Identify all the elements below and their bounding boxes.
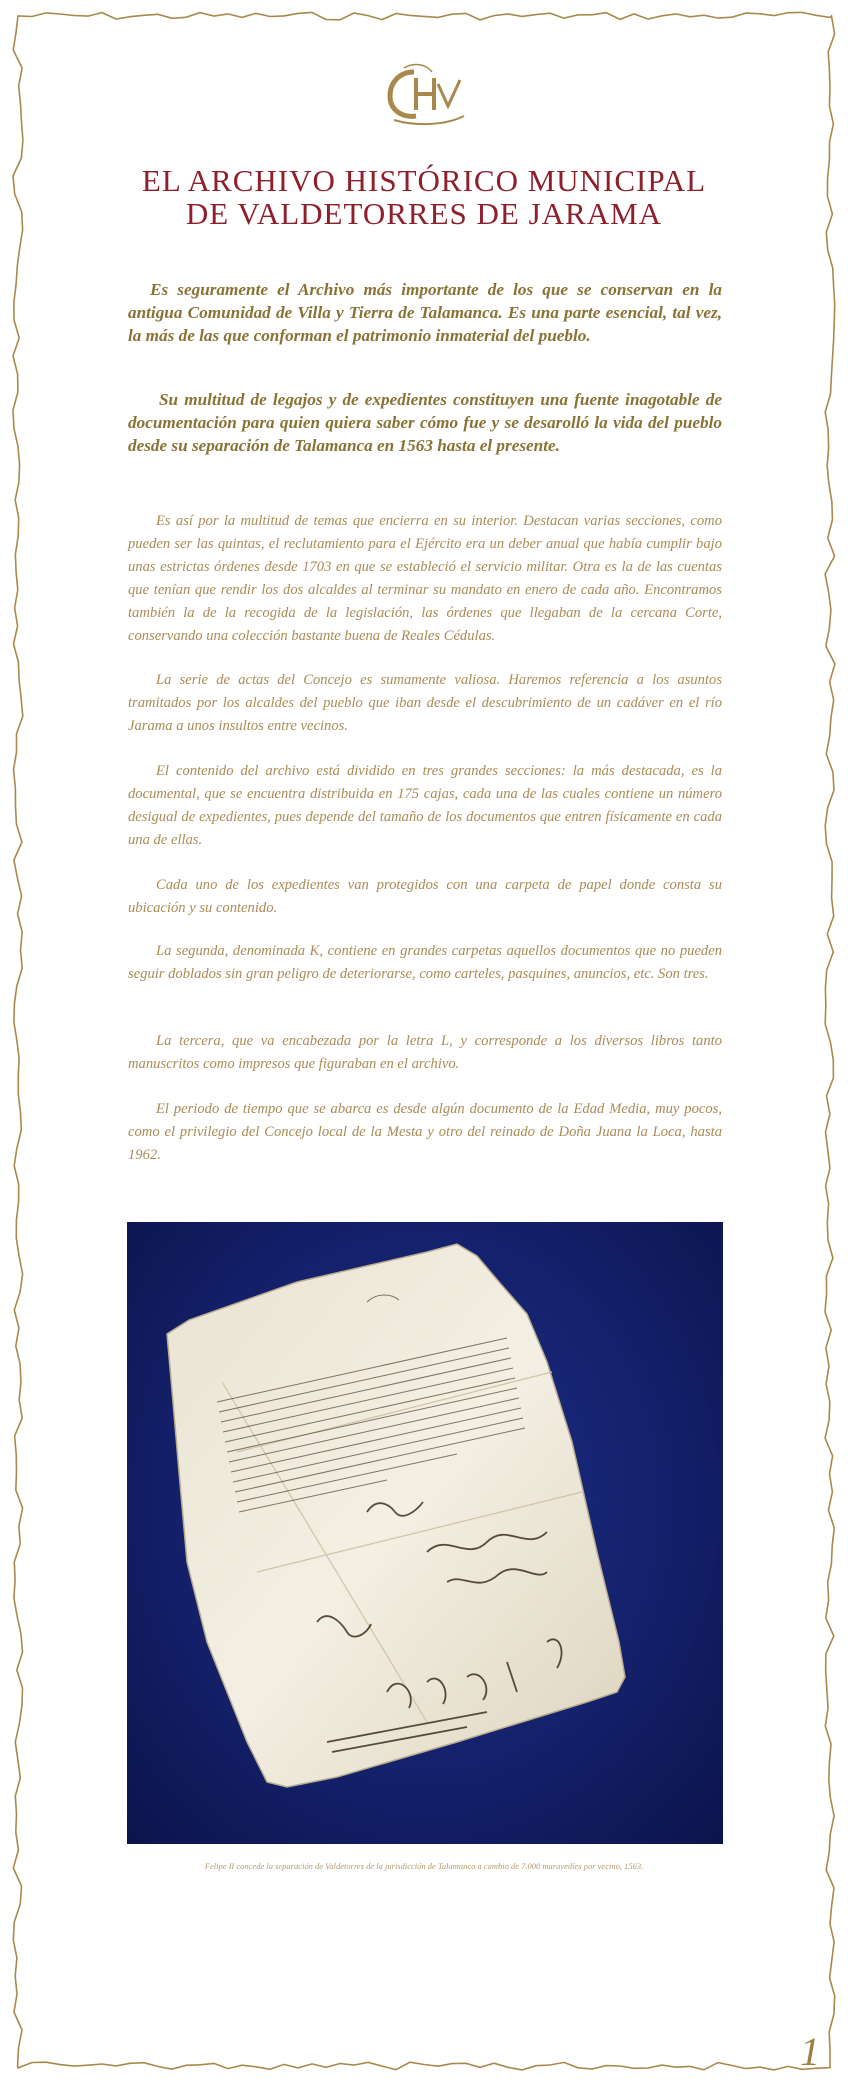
body-paragraph: La tercera, que va encabezada por la letra L, y corresponde a los diversos libros tanto manuscritos como impresos que figuraban en el archivo. — [128, 1033, 722, 1072]
page-title-line-1: EL ARCHIVO HISTÓRICO MUNICIPAL — [141, 163, 707, 198]
chv-monogram-icon — [374, 60, 474, 130]
manuscript-document-icon — [127, 1222, 723, 1844]
page-number: 1 — [800, 2029, 820, 2074]
body-paragraph: La segunda, denominada K, contiene en grandes carpetas aquellos documentos que no pueden seguir doblados sin gran peligro de deteriorarse, como carteles, pasquines, anuncios, etc. Son tres. — [128, 943, 722, 982]
body-paragraph: Es así por la multitud de temas que encierra en su interior. Destacan varias secciones, como pueden ser las quintas, el reclutamiento para el Ejército era un deber anual que había cumplir bajo unas estrictas órdenes desde 1703 en que se estableció el servicio militar. Otra es la de las cuentas que tenían que rendir los dos alcaldes al terminar su mandato en enero de cada año. Encontramos también la de la recogida de la legislación, las órdenes que llegaban de la cercana Corte, conservando una colección bastante buena de Reales Cédulas. — [128, 513, 722, 644]
page-title-line-2: DE VALDETORRES DE JARAMA — [185, 196, 663, 231]
body-paragraph: El contenido del archivo está dividido en tres grandes secciones: la más destacada, es la documental, que se encuentra distribuida en 175 cajas, cada una de las cuales contiene un número desigual de expedientes, pues depende del tamaño de los documentos que entren físicamente en cada una de ellas. — [128, 763, 722, 848]
manuscript-photo — [127, 1222, 723, 1844]
intro-paragraph: Es seguramente el Archivo más importante de los que se conservan en la antigua Comunidad de Villa y Tierra de Talamanca. Es una parte esencial, tal vez, la más de las que conforman el patrimonio inmaterial del pueblo. — [128, 280, 722, 345]
body-paragraph: El periodo de tiempo que se abarca es desde algún documento de la Edad Media, muy pocos, como el privilegio del Concejo local de la Mesta y otro del reinado de Doña Juana la Loca, hasta 1962. — [128, 1101, 722, 1163]
intro-paragraph: Su multitud de legajos y de expedientes constituyen una fuente inagotable de documentación para quien quiera saber cómo fue y se desarolló la vida del pueblo desde su separación de Talamanca en 1563 hasta el presente. — [128, 390, 722, 455]
body-paragraph: Cada uno de los expedientes van protegidos con una carpeta de papel donde consta su ubicación y su contenido. — [128, 877, 722, 916]
body-paragraph: La serie de actas del Concejo es sumamente valiosa. Haremos referencia a los asuntos tramitados por los alcaldes del pueblo que iban desde el descubrimiento de un cadáver en el río Jarama a unos insultos entre vecinos. — [128, 672, 722, 734]
photo-caption: Felipe II concede la separación de Valdetorres de la jurisdicción de Talamanca a cambio de 7.000 maravedíes por vecino, 1563. — [204, 1861, 644, 1871]
